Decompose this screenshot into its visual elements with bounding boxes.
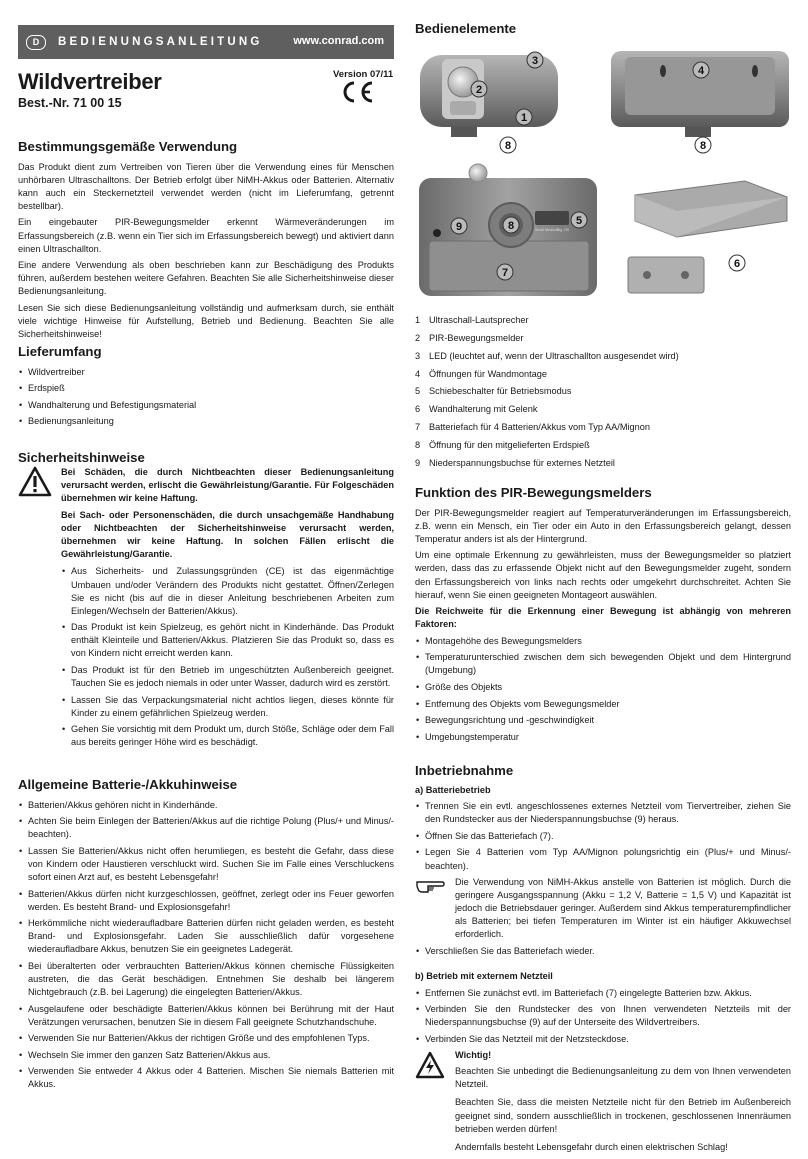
callout-1 xyxy=(516,109,532,125)
legend-row xyxy=(415,457,791,470)
list-item: • Batterien/Akkus gehören nicht in Kinderhände. xyxy=(18,799,394,812)
pir-section xyxy=(415,484,791,747)
version-label: Version 07/11 xyxy=(333,69,394,80)
list-item: • Herkömmliche nicht wiederaufladbare Batterien dürfen nicht geladen werden, es besteht Brand- und Explosionsgefahr. Laden Sie ausschließlich dafür vorgesehene wiederaufladbare Akkus, benutzen Sie ein geeignetes Ladegerät. xyxy=(18,917,394,956)
intended-use-paragraph: Eine andere Verwendung als oben beschrieben kann zur Beschädigung des Produkts führen, außerdem bestehen weitere Gefahren. Beachten Sie alle Sicherheitshinweise dieser Bedienungsanleitung. xyxy=(18,260,394,297)
warning-title: Wichtig! xyxy=(455,1050,492,1061)
legend-row xyxy=(415,439,791,452)
safety-heading: Sicherheitshinweise xyxy=(18,450,145,465)
list-item: • Wechseln Sie immer den ganzen Satz Batterien/Akkus aus. xyxy=(18,1049,394,1062)
startup-heading: Inbetriebnahme xyxy=(415,763,514,778)
legend-row xyxy=(415,421,791,434)
power-supply-heading: b) Betrieb mit externem Netzteil xyxy=(415,970,553,981)
list-item: • Umgebungstemperatur xyxy=(415,731,791,744)
ce-mark-icon xyxy=(338,80,378,104)
controls-figure xyxy=(415,45,791,311)
scope-section xyxy=(18,343,394,432)
order-number: Best.-Nr. 71 00 15 xyxy=(18,96,122,110)
callout-4 xyxy=(693,62,709,78)
wall-bracket-view xyxy=(628,181,787,293)
warning-triangle-icon xyxy=(18,466,52,498)
legend-text: Öffnungen für Wandmontage xyxy=(429,368,547,379)
callout-5 xyxy=(571,212,587,228)
legend-number: 7 xyxy=(415,422,421,433)
legend-text: Batteriefach für 4 Batterien/Akkus vom Typ AA/Mignon xyxy=(429,422,650,433)
list-item: • Achten Sie beim Einlegen der Batterien/Akkus auf die richtige Polung (Plus/+ und Minus/- beachten). xyxy=(18,815,394,841)
legend-number: 5 xyxy=(415,386,421,397)
legend-text: Öffnung für den mitgelieferten Erdspieß xyxy=(429,440,590,451)
list-item: • Das Produkt ist für den Betrieb im ungeschützten Außenbereich geeignet. Tauchen Sie es jedoch niemals in oder unter Wasser, dadurch wird es zerstört. xyxy=(61,664,394,690)
safety-bold-paragraph: Bei Schäden, die durch Nichtbeachten dieser Bedienungsanleitung verursacht werden, erlischt die Gewährleistung/Garantie. Für Folgeschäden übernehmen wir keine Haftung. xyxy=(61,467,394,504)
list-item: • Lassen Sie Batterien/Akkus nicht offen herumliegen, es besteht die Gefahr, dass diese von Kindern oder Haustieren verschluckt wird. Suchen Sie im Falle eines Verschluckens sofort einen Arzt auf, es besteht Lebensgefahr! xyxy=(18,845,394,884)
callout-number: 2 xyxy=(475,84,483,96)
safety-bold-paragraph: Bei Sach- oder Personenschäden, die durch unsachgemäße Handhabung oder Nichtbeachten der Sicherheitshinweise verursacht werden, übernehmen wir keine Haftung. In solchen Fällen erlischt die Gewährleistung/Garantie. xyxy=(61,510,394,560)
intended-use-paragraph: Das Produkt dient zum Vertreiben von Tieren über die Verwendung eines für Menschen unhörbaren Ultraschalltons. Der Betrieb erfolgt über NiMH-Akkus oder Batterien. Alternativ kann auch ein Steckernetzteil verwendet werden (nicht im Lieferumfang, getrennt bestellbar). xyxy=(18,161,394,211)
startup-section xyxy=(415,762,791,1159)
header-url: www.conrad.com xyxy=(293,35,384,48)
list-item: • Legen Sie 4 Batterien vom Typ AA/Mignon polungsrichtig ein (Plus/+ und Minus/- beachten). xyxy=(415,846,791,872)
list-item: • Bedienungsanleitung xyxy=(18,415,394,428)
legend-text: PIR-Bewegungsmelder xyxy=(429,332,524,343)
battery-section xyxy=(18,776,394,1095)
legend-number: 3 xyxy=(415,350,421,361)
list-item: • Batterien/Akkus dürfen nicht kurzgeschlossen, geöffnet, zerlegt oder ins Feuer geworfen werden. Es besteht Brand- und Explosionsgefahr! xyxy=(18,888,394,914)
pir-heading: Funktion des PIR-Bewegungsmelders xyxy=(415,485,652,500)
list-item: • Gehen Sie vorsichtig mit dem Produkt um, durch Stöße, Schläge oder dem Fall aus bereits geringer Höhe wird es beschädigt. xyxy=(61,723,394,749)
battery-mode-heading: a) Batteriebetrieb xyxy=(415,784,491,795)
callout-number: 6 xyxy=(733,258,741,270)
switch-label: Big xyxy=(557,228,563,232)
list-item: • Entfernung des Objekts vom Bewegungsmelder xyxy=(415,698,791,711)
list-item: • Verwenden Sie entweder 4 Akkus oder 4 Batterien. Mischen Sie niemals Batterien mit Akkus. xyxy=(18,1065,394,1091)
controls-legend xyxy=(415,314,791,475)
controls-heading: Bedienelemente xyxy=(415,21,517,36)
warning-paragraph: Beachten Sie unbedingt die Bedienungsanleitung zu dem von Ihnen verwendeten Netzteil. xyxy=(455,1066,791,1090)
list-item: • Verwenden Sie nur Batterien/Akkus der richtigen Größe und des empfohlenen Typs. xyxy=(18,1032,394,1045)
pir-paragraph: Um eine optimale Erkennung zu gewährleisten, muss der Bewegungsmelder so platziert werden, dass das zu erfassende Objekt nicht auf den Bewegungsmelder zugeht, sondern den Erfassungsbereich von links nach rechts oder umgekehrt durchschreitet. Achten Sie hierauf, wenn Sie einen geeigneten Montageort auswählen. xyxy=(415,550,791,600)
electric-hazard-icon xyxy=(415,1051,445,1079)
legend-row xyxy=(415,385,791,398)
electric-warning-block xyxy=(415,1049,791,1153)
list-item: • Entfernen Sie zunächst evtl. im Batteriefach (7) eingelegte Batterien bzw. Akkus. xyxy=(415,987,791,1000)
list-item: • Bei überalterten oder verbrauchten Batterien/Akkus können chemische Flüssigkeiten austreten, die das Gerät beschädigen. Entnehmen Sie deshalb bei längerem Nichtgebrauch (z.B. bei Lagerung) die eingelegten Batterien/Akkus. xyxy=(18,960,394,999)
legend-text: Niederspannungsbuchse für externes Netzteil xyxy=(429,457,615,468)
list-item: • Wandhalterung und Befestigungsmaterial xyxy=(18,399,394,412)
pointing-hand-icon xyxy=(415,876,445,894)
callout-7 xyxy=(497,264,513,280)
safety-section xyxy=(18,466,394,753)
safety-heading-block xyxy=(18,449,394,468)
legend-row xyxy=(415,368,791,381)
list-item: • Ausgelaufene oder beschädigte Batterien/Akkus können bei Berührung mit der Haut Verätzungen verursachen, benutzen Sie in diesem Fall geeignete Schutzhandschuhe. xyxy=(18,1003,394,1029)
device-illustration xyxy=(415,45,791,311)
legend-text: Wandhalterung mit Gelenk xyxy=(429,404,538,415)
callout-number: 8 xyxy=(504,140,512,152)
intended-use-heading: Bestimmungsgemäße Verwendung xyxy=(18,139,238,154)
list-item: • Montagehöhe des Bewegungsmelders xyxy=(415,635,791,648)
callout-2 xyxy=(471,81,487,97)
callout-8-back xyxy=(695,137,711,153)
list-item: • Trennen Sie ein evtl. angeschlossenes externes Netzteil vom Tiervertreiber, ziehen Sie den Rundstecker aus der Niederspannungsbuchse (9) heraus. xyxy=(415,800,791,826)
legend-number: 4 xyxy=(415,368,421,379)
list-item: • Erdspieß xyxy=(18,382,394,395)
pir-factors-heading: Die Reichweite für die Erkennung einer Bewegung ist abhängig von mehreren Faktoren: xyxy=(415,606,791,630)
list-item: • Temperaturunterschied zwischen dem sich bewegenden Objekt und dem Hintergrund (Umgebung) xyxy=(415,651,791,677)
pir-paragraph: Der PIR-Bewegungsmelder reagiert auf Temperaturveränderungen im Erfassungsbereich, z.B. wenn ein Mensch, ein Tier oder ein Auto in den Erfassungsbereich gelangt, dessen Temperatur anders ist als der Hintergrund. xyxy=(415,507,791,544)
intended-use-section xyxy=(18,138,394,345)
note-text: Die Verwendung von NiMH-Akkus anstelle von Batterien ist möglich. Durch die geringere Ausgangsspannung (Akku = 1,2 V, Batterie = 1,5 V) und Kapazität ist jedoch die Betriebsdauer geringer. Außerdem sind Akkus temperaturempfindlicher als Batterien; bei tiefen Temperaturen im Winter ist ein häufiger Akkuwechsel erforderlich. xyxy=(455,877,791,940)
legend-number: 1 xyxy=(415,315,421,325)
legend-row xyxy=(415,314,791,327)
list-item: • Größe des Objekts xyxy=(415,681,791,694)
list-item: • Verbinden Sie den Rundstecker des von Ihnen verwendeten Netzteils mit der Niederspannungsbuchse (9) auf der Unterseite des Wildvertreibers. xyxy=(415,1003,791,1029)
callout-3 xyxy=(527,52,543,68)
note-block xyxy=(415,876,791,941)
callout-number: 9 xyxy=(455,221,463,233)
callout-number: 1 xyxy=(520,112,528,124)
callout-9 xyxy=(451,218,467,234)
warning-paragraph: Beachten Sie, dass die meisten Netzteile nicht für den Betrieb im Außenbereich geeignet sind, sondern ausschließlich in trockenen, geschlossenen Innenräumen betrieben werden dürfen! xyxy=(455,1097,791,1134)
warning-paragraph: Andernfalls besteht Lebensgefahr durch einen elektrischen Schlag! xyxy=(455,1141,728,1152)
legend-number: 2 xyxy=(415,332,421,343)
list-item: • Wildvertreiber xyxy=(18,366,394,379)
legend-number: 8 xyxy=(415,440,421,451)
callout-number: 8 xyxy=(507,220,515,232)
callout-number: 5 xyxy=(575,215,583,227)
callout-8-front xyxy=(500,137,516,153)
switch-labels xyxy=(535,228,569,232)
switch-label: Small xyxy=(535,228,544,232)
legend-text: Ultraschall-Lautsprecher xyxy=(429,315,529,325)
list-item: • Das Produkt ist kein Spielzeug, es gehört nicht in Kinderhände. Das Produkt enthält Kleinteile und Batterien/Akkus. Platzieren Sie das Produkt so, dass es von Kindern nicht erreicht werden kann. xyxy=(61,621,394,660)
callout-number: 3 xyxy=(531,55,539,67)
legend-number: 9 xyxy=(415,457,421,468)
list-item: • Verbinden Sie das Netzteil mit der Netzsteckdose. xyxy=(415,1033,791,1046)
product-title: Wildvertreiber xyxy=(18,69,162,94)
header-title: BEDIENUNGSANLEITUNG xyxy=(58,35,263,48)
callout-6 xyxy=(729,255,745,271)
battery-heading: Allgemeine Batterie-/Akkuhinweise xyxy=(18,777,238,792)
intended-use-paragraph: Lesen Sie sich diese Bedienungsanleitung vollständig und aufmerksam durch, sie enthält viele wichtige Hinweise für Aufstellung, Betrieb und Bedienung. Beachten Sie alle Sicherheitshinweise! xyxy=(18,302,394,339)
scope-heading: Lieferumfang xyxy=(18,344,102,359)
list-item: • Bewegungsrichtung und -geschwindigkeit xyxy=(415,714,791,727)
legend-number: 6 xyxy=(415,404,421,415)
legend-text: Schiebeschalter für Betriebsmodus xyxy=(429,386,572,397)
callout-number: 7 xyxy=(501,267,509,279)
switch-label: Off xyxy=(564,228,569,232)
legend-row xyxy=(415,403,791,416)
list-item: • Lassen Sie das Verpackungsmaterial nicht achtlos liegen, dieses könnte für Kinder zu einem gefährlichen Spielzeug werden. xyxy=(61,694,394,720)
language-badge: D xyxy=(26,35,46,50)
callout-number: 8 xyxy=(699,140,707,152)
callout-8-bottom xyxy=(503,217,519,233)
legend-row xyxy=(415,332,791,345)
list-item: • Öffnen Sie das Batteriefach (7). xyxy=(415,830,791,843)
list-item: • Verschließen Sie das Batteriefach wieder. xyxy=(415,945,791,958)
callout-number: 4 xyxy=(697,65,705,77)
legend-row xyxy=(415,350,791,363)
intended-use-paragraph: Ein eingebauter PIR-Bewegungsmelder erkennt Wärmeveränderungen im Erfassungsbereich (z.B. wenn ein Tier sich im Erfassungsbereich bewegt) und aktiviert dann einen Ultraschallton. xyxy=(18,217,394,254)
legend-text: LED (leuchtet auf, wenn der Ultraschallton ausgesendet wird) xyxy=(429,350,679,361)
switch-label: Medium xyxy=(545,228,558,232)
header-bar xyxy=(18,25,394,59)
list-item: • Aus Sicherheits- und Zulassungsgründen (CE) ist das eigenmächtige Umbauen und/oder Verändern des Produkts nicht gestattet. Öffnen/Zerlegen Sie es nicht (bis auf die in dieser Anleitung beschriebenen Arbeiten zum Einlegen/Wechseln der Batterien/Akkus). xyxy=(61,565,394,617)
